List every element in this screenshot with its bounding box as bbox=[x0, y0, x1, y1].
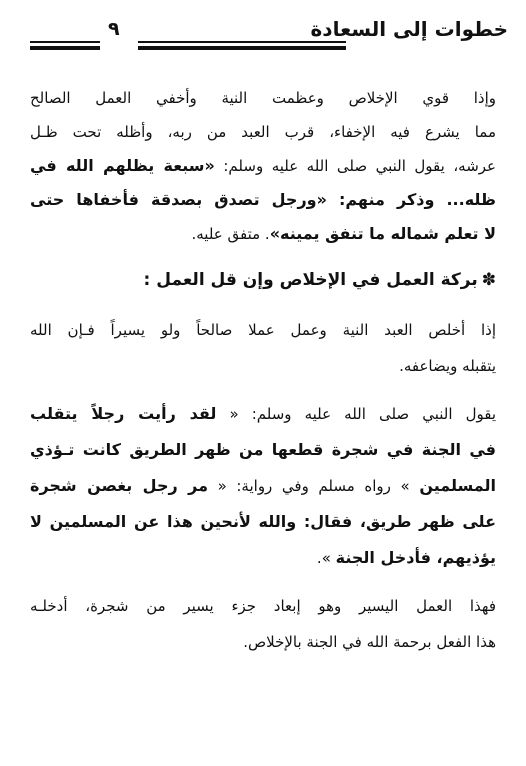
text-line: إذا أخلص العبد النية وعمل عملا صالحاً ولو يسيراً فـإن الله bbox=[30, 321, 496, 339]
header-rule bbox=[30, 46, 100, 50]
header-rule bbox=[138, 41, 346, 43]
hadith-line: ظله... وذكر منهم: «ورجل تصدق بصدقة فأخفاها حتى bbox=[30, 190, 496, 209]
text-fragment: . متفق عليه. bbox=[191, 225, 270, 243]
text-line: يتقبله ويضاعفه. bbox=[399, 357, 496, 375]
text-line bbox=[30, 400, 496, 428]
text-fragment: ». bbox=[316, 549, 336, 567]
text-line: وإذا قوي الإخلاص وعظمت النية وأخفي العمل الصالح bbox=[30, 89, 496, 107]
running-header bbox=[30, 14, 508, 48]
header-rule bbox=[138, 46, 346, 50]
text-line bbox=[30, 220, 496, 248]
header-rule bbox=[30, 41, 100, 43]
section-heading bbox=[30, 266, 496, 294]
text-line bbox=[30, 472, 496, 500]
hadith-quote: لا تعلم شماله ما تنفق يمينه» bbox=[269, 224, 496, 243]
text-line bbox=[30, 544, 496, 572]
hadith-line: على ظهر طريق، فقال: والله لأنحين هذا عن المسلمين لا bbox=[30, 512, 496, 531]
text-fragment: » رواه مسلم وفي رواية: « bbox=[207, 477, 420, 495]
running-title: خطوات إلى السعادة bbox=[310, 17, 508, 41]
text-fragment: عرشه، يقول النبي صلى الله عليه وسلم: bbox=[214, 157, 496, 175]
flower-icon: ✽ bbox=[481, 270, 496, 290]
text-line: فهذا العمل اليسير وهو إبعاد جزء يسير من شجرة، أدخلـه bbox=[30, 597, 496, 615]
hadith-quote: مر رجل بغصن شجرة bbox=[30, 476, 208, 495]
hadith-line: في الجنة في شجرة قطعها من ظهر الطريق كانت تـؤذي bbox=[30, 440, 496, 459]
text-fragment: يقول النبي صلى الله عليه وسلم: « bbox=[216, 405, 496, 423]
page-number: ٩ bbox=[108, 18, 120, 40]
hadith-quote: يؤذيهم، فأدخل الجنة bbox=[335, 548, 496, 567]
text-line: مما يشرع فيه الإخفاء، قرب العبد من ربه، وأظله تحت ظـل bbox=[30, 123, 496, 141]
hadith-quote: المسلمين bbox=[419, 476, 496, 495]
hadith-quote: «سبعة يظلهم الله في bbox=[30, 156, 215, 175]
heading-text: بركة العمل في الإخلاص وإن قل العمل : bbox=[143, 270, 478, 290]
hadith-quote: لقد رأيت رجلاً يتقلب bbox=[30, 404, 217, 423]
text-line bbox=[30, 152, 496, 180]
text-line: هذا الفعل برحمة الله في الجنة بالإخلاص. bbox=[243, 633, 496, 651]
